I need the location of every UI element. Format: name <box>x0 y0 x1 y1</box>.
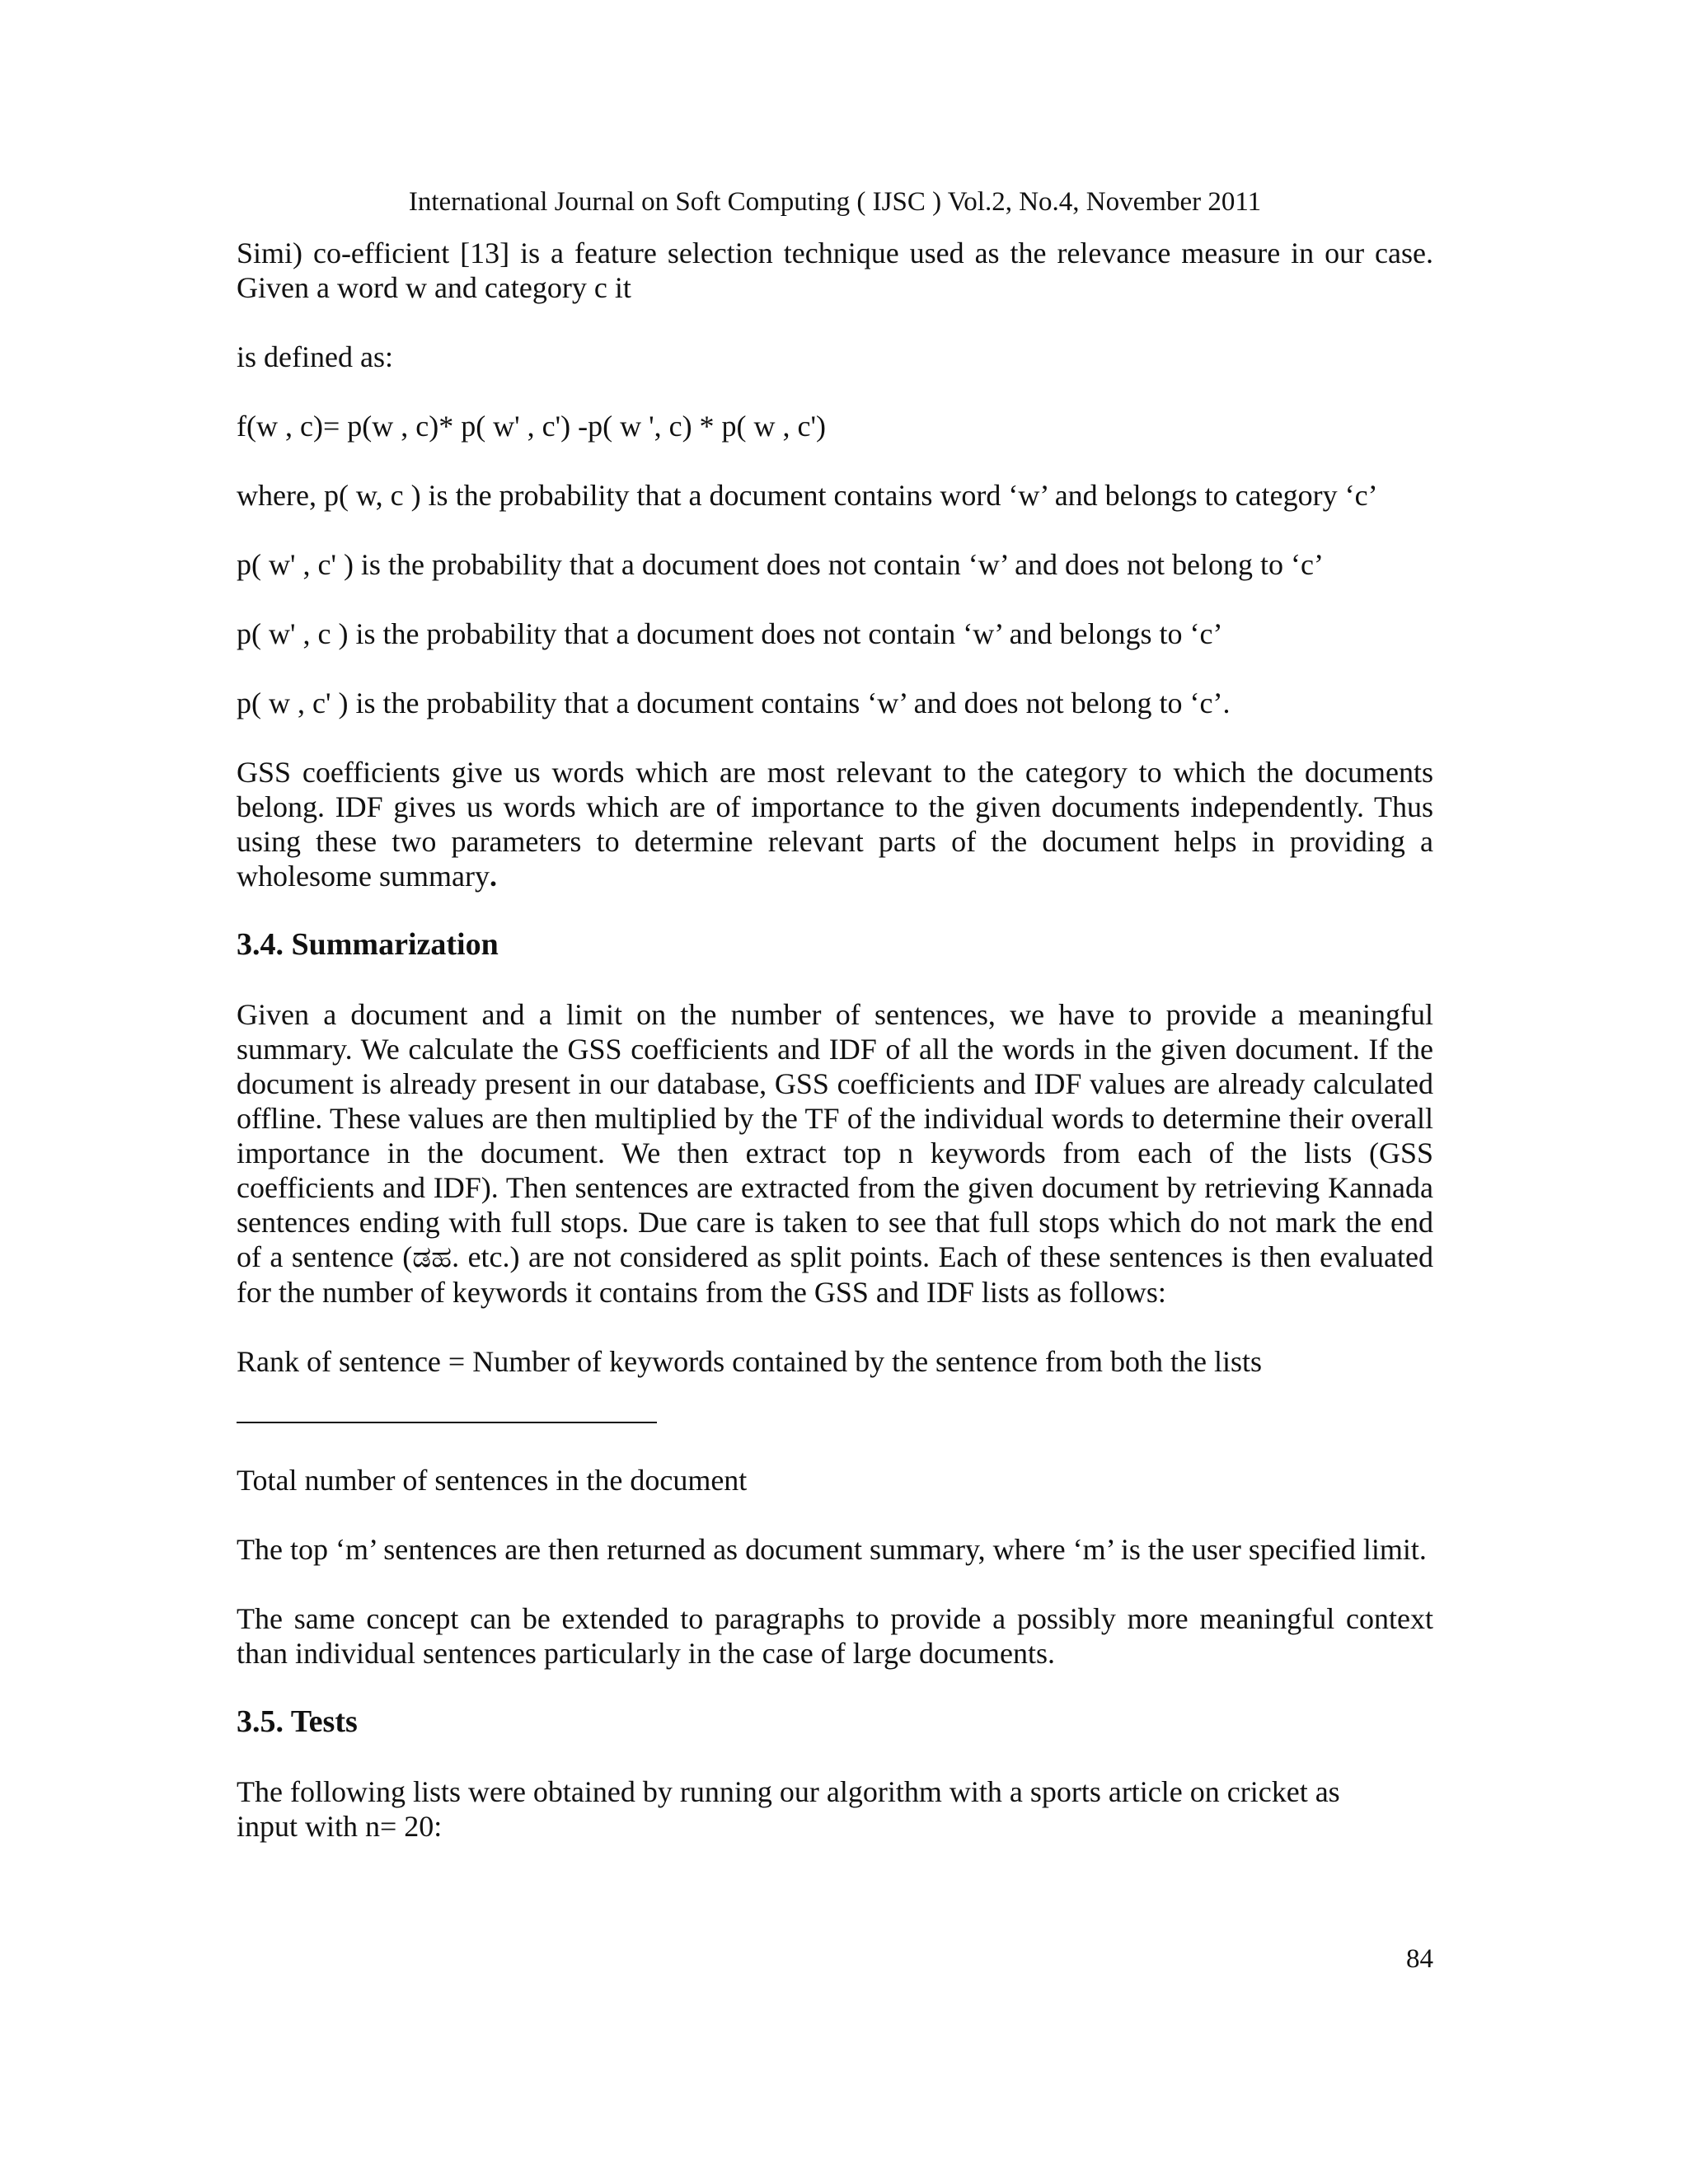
fraction-divider <box>237 1422 657 1423</box>
where-line-3: p( w' , c ) is the probability that a document does not contain ‘w’ and belongs to ‘c’ <box>237 617 1223 650</box>
summarization-paragraph <box>237 997 1433 1310</box>
page-number: 84 <box>1406 1944 1433 1974</box>
kannada-abbreviation: ಡಹ <box>412 1240 452 1274</box>
paper-page <box>237 0 1433 2184</box>
running-header: International Journal on Soft Computing ( IJSC ) Vol.2, No.4, November 2011 <box>408 187 1262 217</box>
summarization-text-b: . etc.) are not considered as split points. Each of these sentences is then evaluated for the number of keywords it contains from the GSS and IDF lists as follows: <box>237 1240 1433 1309</box>
tests-line-2: input with n= 20: <box>237 1810 443 1843</box>
summarization-text-a: Given a document and a limit on the number of sentences, we have to provide a meaningful summary. We calculate the GSS coefficients and IDF of all the words in the given document. If the document is already present in our database, GSS coefficients and IDF values are already calculated offline. These values are then multiplied by the TF of the individual words to determine their overall importance in the document. We then extract top n keywords from each of the lists (GSS coefficients and IDF). Then sentences are extracted from the given document by retrieving Kannada sentences ending with full stops. Due care is taken to see that full stops which do not mark the end of a sentence ( <box>237 998 1433 1273</box>
rank-denominator: Total number of sentences in the document <box>237 1464 748 1497</box>
rank-numerator: Rank of sentence = Number of keywords contained by the sentence from both the lists <box>237 1345 1262 1378</box>
section-heading-summarization: 3.4. Summarization <box>237 927 499 962</box>
top-m-paragraph: The top ‘m’ sentences are then returned as document summary, where ‘m’ is the user specified limit. <box>237 1533 1427 1566</box>
gss-paragraph <box>237 755 1433 893</box>
tests-paragraph <box>237 1774 1433 1844</box>
where-line-2: p( w' , c' ) is the probability that a document does not contain ‘w’ and does not belong to ‘c’ <box>237 548 1324 581</box>
gss-formula: f(w , c)= p(w , c)* p( w' , c') -p( w ', c) * p( w , c') <box>237 410 826 443</box>
same-concept-paragraph: The same concept can be extended to paragraphs to provide a possibly more meaningful context than individual sentences particularly in the case of large documents. <box>237 1602 1433 1670</box>
tests-line-1: The following lists were obtained by running our algorithm with a sports article on cricket as <box>237 1775 1340 1808</box>
page-body <box>237 236 1433 1844</box>
where-line-1: where, p( w, c ) is the probability that a document contains word ‘w’ and belongs to category ‘c’ <box>237 479 1378 512</box>
where-line-4: p( w , c' ) is the probability that a document contains ‘w’ and does not belong to ‘c’. <box>237 687 1231 719</box>
gss-paragraph-text: GSS coefficients give us words which are most relevant to the category to which the documents belong. IDF gives us words which are of importance to the given documents independently. Thus using these two parameters to determine relevant parts of the document helps in providing a wholesome summary <box>237 756 1433 893</box>
intro-paragraph: Simi) co-efficient [13] is a feature selection technique used as the relevance measure in our case. Given a word w and category c it <box>237 237 1433 304</box>
defined-as-line: is defined as: <box>237 340 393 373</box>
section-heading-tests: 3.5. Tests <box>237 1704 358 1739</box>
gss-paragraph-end: . <box>489 860 497 893</box>
